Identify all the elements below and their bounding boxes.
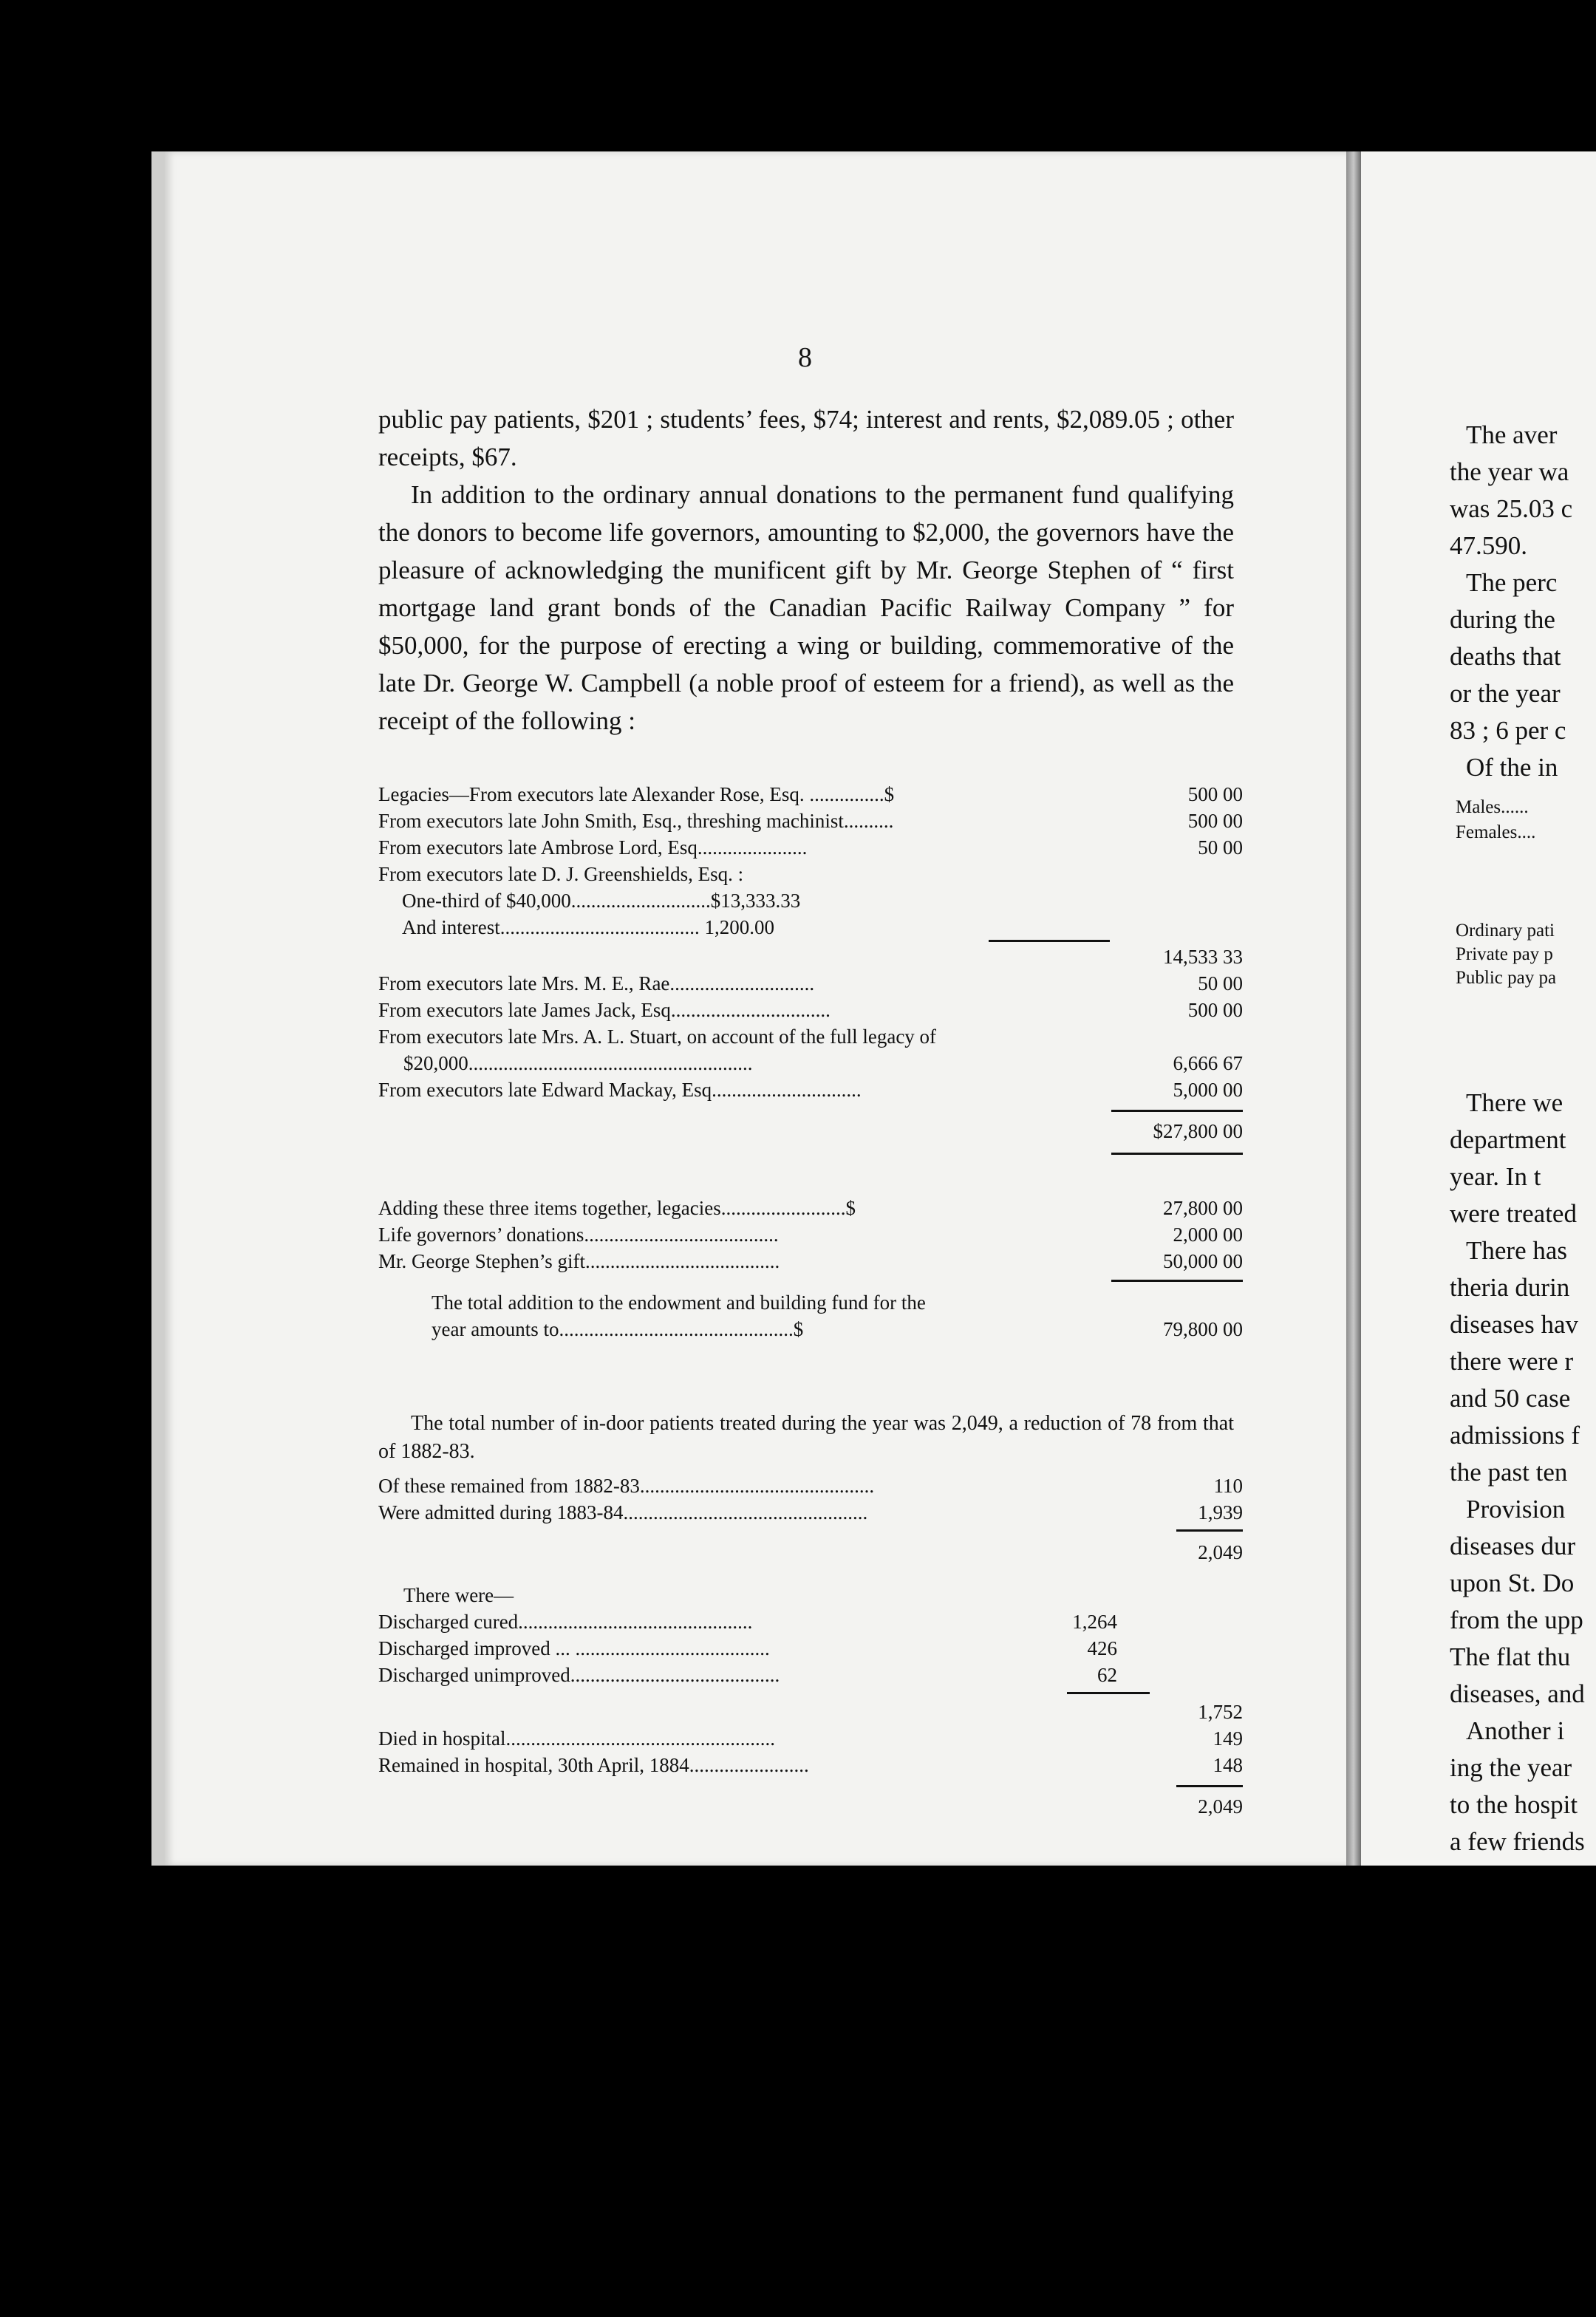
ledger-amount: 500 00 [1187,999,1243,1021]
ledger-label: Were admitted during 1883-84................................................. [378,1501,868,1523]
right-fragment: the year wa [1450,457,1569,486]
ledger-amount: 2,000 00 [1173,1224,1243,1246]
right-page-table-1 [1456,795,1596,845]
ledger-amount: 426 [1087,1637,1117,1659]
total-amount: 79,800 00 [1163,1318,1243,1340]
right-fragment: 47.590. [1450,531,1527,560]
ledger-label: Discharged cured............................................... [378,1611,753,1633]
total-line-1: The total addition to the endowment and building fund for the [432,1291,926,1314]
ledger-amount: 6,666 67 [1173,1052,1243,1074]
right-fragment: were treated [1450,1199,1577,1228]
body-text [378,400,1234,740]
right-fragment: The perc [1466,568,1558,597]
subtotal-rule [1067,1692,1150,1694]
right-fragment: the past ten [1450,1458,1568,1487]
total-rule [1176,1529,1243,1532]
ledger-amount: 50,000 00 [1163,1250,1243,1272]
paragraph-2: In addition to the ordinary annual donations to the permanent fund qualifying the donors to become life governors, amounting to $2,000, the governors have the pleasure of acknowledging the munificent gift by Mr. George Stephen of “ first mortgage land grant bonds of the Canadian Pacific Railway Company ” for $50,000, for the purpose of erecting a wing or building, commemorative of the late Dr. George W. Campbell (a noble proof of esteem for a friend), as well as the receipt of the following : [378,480,1234,735]
right-fragment: diseases hav [1450,1310,1578,1339]
right-fragment: and 50 case [1450,1384,1571,1413]
ledger-label: One-third of $40,000............................$13,333.33 [402,890,801,912]
right-fragment: Of the in [1466,753,1558,782]
ledger-label: From executors late Edward Mackay, Esq.............................. [378,1079,862,1101]
ledger-label: From executors late Mrs. M. E., Rae............................. [378,972,815,994]
total-rule [1111,1153,1243,1155]
ledger-label: And interest........................................ 1,200.00 [402,916,774,938]
right-fragment: Another i [1466,1716,1565,1745]
grand-total: 2,049 [1198,1795,1243,1818]
right-fragment: department [1450,1125,1566,1154]
ledger-label: Life governors’ donations....................................... [378,1224,779,1246]
right-fragment: Provision [1466,1495,1566,1523]
legacies-total: $27,800 00 [1153,1120,1243,1142]
right-fragment: The flat thu [1450,1642,1571,1671]
right-fragment: There we [1466,1088,1563,1117]
right-fragment: to the hospit [1450,1790,1578,1819]
ledger-label: From executors late D. J. Greenshields, Esq. : [378,863,744,885]
right-fragment: upon St. Do [1450,1569,1575,1597]
right-fragment: ing the year [1450,1753,1572,1782]
right-fragment: from the upp [1450,1605,1583,1634]
ledger-label: From executors late Mrs. A. L. Stuart, on account of the full legacy of [378,1026,937,1048]
ledger-label: Of these remained from 1882-83............................................... [378,1475,875,1497]
right-fragment: year. In t [1450,1162,1541,1191]
ledger-label: From executors late James Jack, Esq................................ [378,999,831,1021]
right-page-text-top [1450,417,1596,786]
right-fragment: diseases, and [1450,1679,1585,1708]
total-rule [1111,1280,1243,1282]
ledger-amount: 110 [1213,1475,1243,1497]
right-fragment: a few friends [1450,1827,1585,1856]
right-fragment: diseases dur [1450,1532,1576,1560]
ledger-label: From executors late John Smith, Esq., threshing machinist.......... [378,810,894,832]
ledger-label: $20,000......................................................... [403,1052,753,1074]
right-fragment: during the [1450,605,1555,634]
discharges-total: 1,752 [1198,1701,1243,1723]
right-fragment: Ordinary pati [1456,921,1555,941]
right-fragment: or the year [1450,679,1561,708]
ledger-amount: 500 00 [1187,810,1243,832]
ledger-label: Discharged improved ... ....................................... [378,1637,770,1659]
right-fragment: The aver [1466,420,1558,449]
book-gutter [1346,151,1361,1866]
ledger-amount: 5,000 00 [1173,1079,1243,1101]
ledger-amount: 27,800 00 [1163,1197,1243,1219]
ledger-label: Died in hospital...................................................... [378,1727,775,1750]
ledger-label: From executors late Ambrose Lord, Esq...................... [378,836,808,859]
total-line-2-text: year amounts to...............................................$ [432,1318,804,1340]
right-page-table-2 [1456,919,1596,990]
right-fragment: admissions f [1450,1421,1580,1450]
right-fragment: deaths that [1450,642,1561,671]
ledger-amount: 50 00 [1198,836,1243,859]
paragraph-1: public pay patients, $201 ; students’ fees, $74; interest and rents, $2,089.05 ; other receipts, $67. [378,405,1234,471]
right-fragment: Males...... [1456,797,1529,817]
patients-paragraph [378,1410,1234,1466]
ledger-amount: 148 [1213,1754,1243,1776]
ledger-amount: 62 [1097,1664,1117,1686]
ledger-amount: 1,939 [1198,1501,1243,1523]
total-rule [1176,1785,1243,1787]
page-number: 8 [798,342,812,373]
ledger-amount: 14,533 33 [1163,946,1243,968]
patients-total: 2,049 [1198,1541,1243,1563]
ledger-label: Mr. George Stephen’s gift....................................... [378,1250,780,1272]
total-rule [1111,1110,1243,1112]
ledger-label: Discharged unimproved.......................................... [378,1664,780,1686]
subtotal-rule [989,940,1110,942]
right-fragment: Public pay pa [1456,968,1557,988]
ledger-amount: 149 [1213,1727,1243,1750]
ledger-amount: 500 00 [1187,783,1243,805]
right-fragment: 83 ; 6 per c [1450,716,1566,745]
right-page-text-bottom [1450,1085,1596,1860]
right-fragment: Private pay p [1456,944,1553,964]
right-fragment: theria durin [1450,1273,1570,1302]
ledger-amount: 1,264 [1072,1611,1117,1633]
ledger-label: Legacies—From executors late Alexander Rose, Esq. ...............$ [378,783,895,805]
right-fragment: There has [1466,1236,1568,1265]
right-fragment: was 25.03 c [1450,494,1573,523]
ledger-label: Adding these three items together, legacies.........................$ [378,1197,856,1219]
right-fragment: Females.... [1456,822,1536,842]
ledger-label: Remained in hospital, 30th April, 1884........................ [378,1754,809,1776]
there-were-label: There were— [403,1584,514,1606]
patients-sentence: The total number of in-door patients treated during the year was 2,049, a reduction of 78 from that of 1882-83. [378,1412,1234,1463]
right-fragment: there were r [1450,1347,1574,1376]
ledger-amount: 50 00 [1198,972,1243,994]
